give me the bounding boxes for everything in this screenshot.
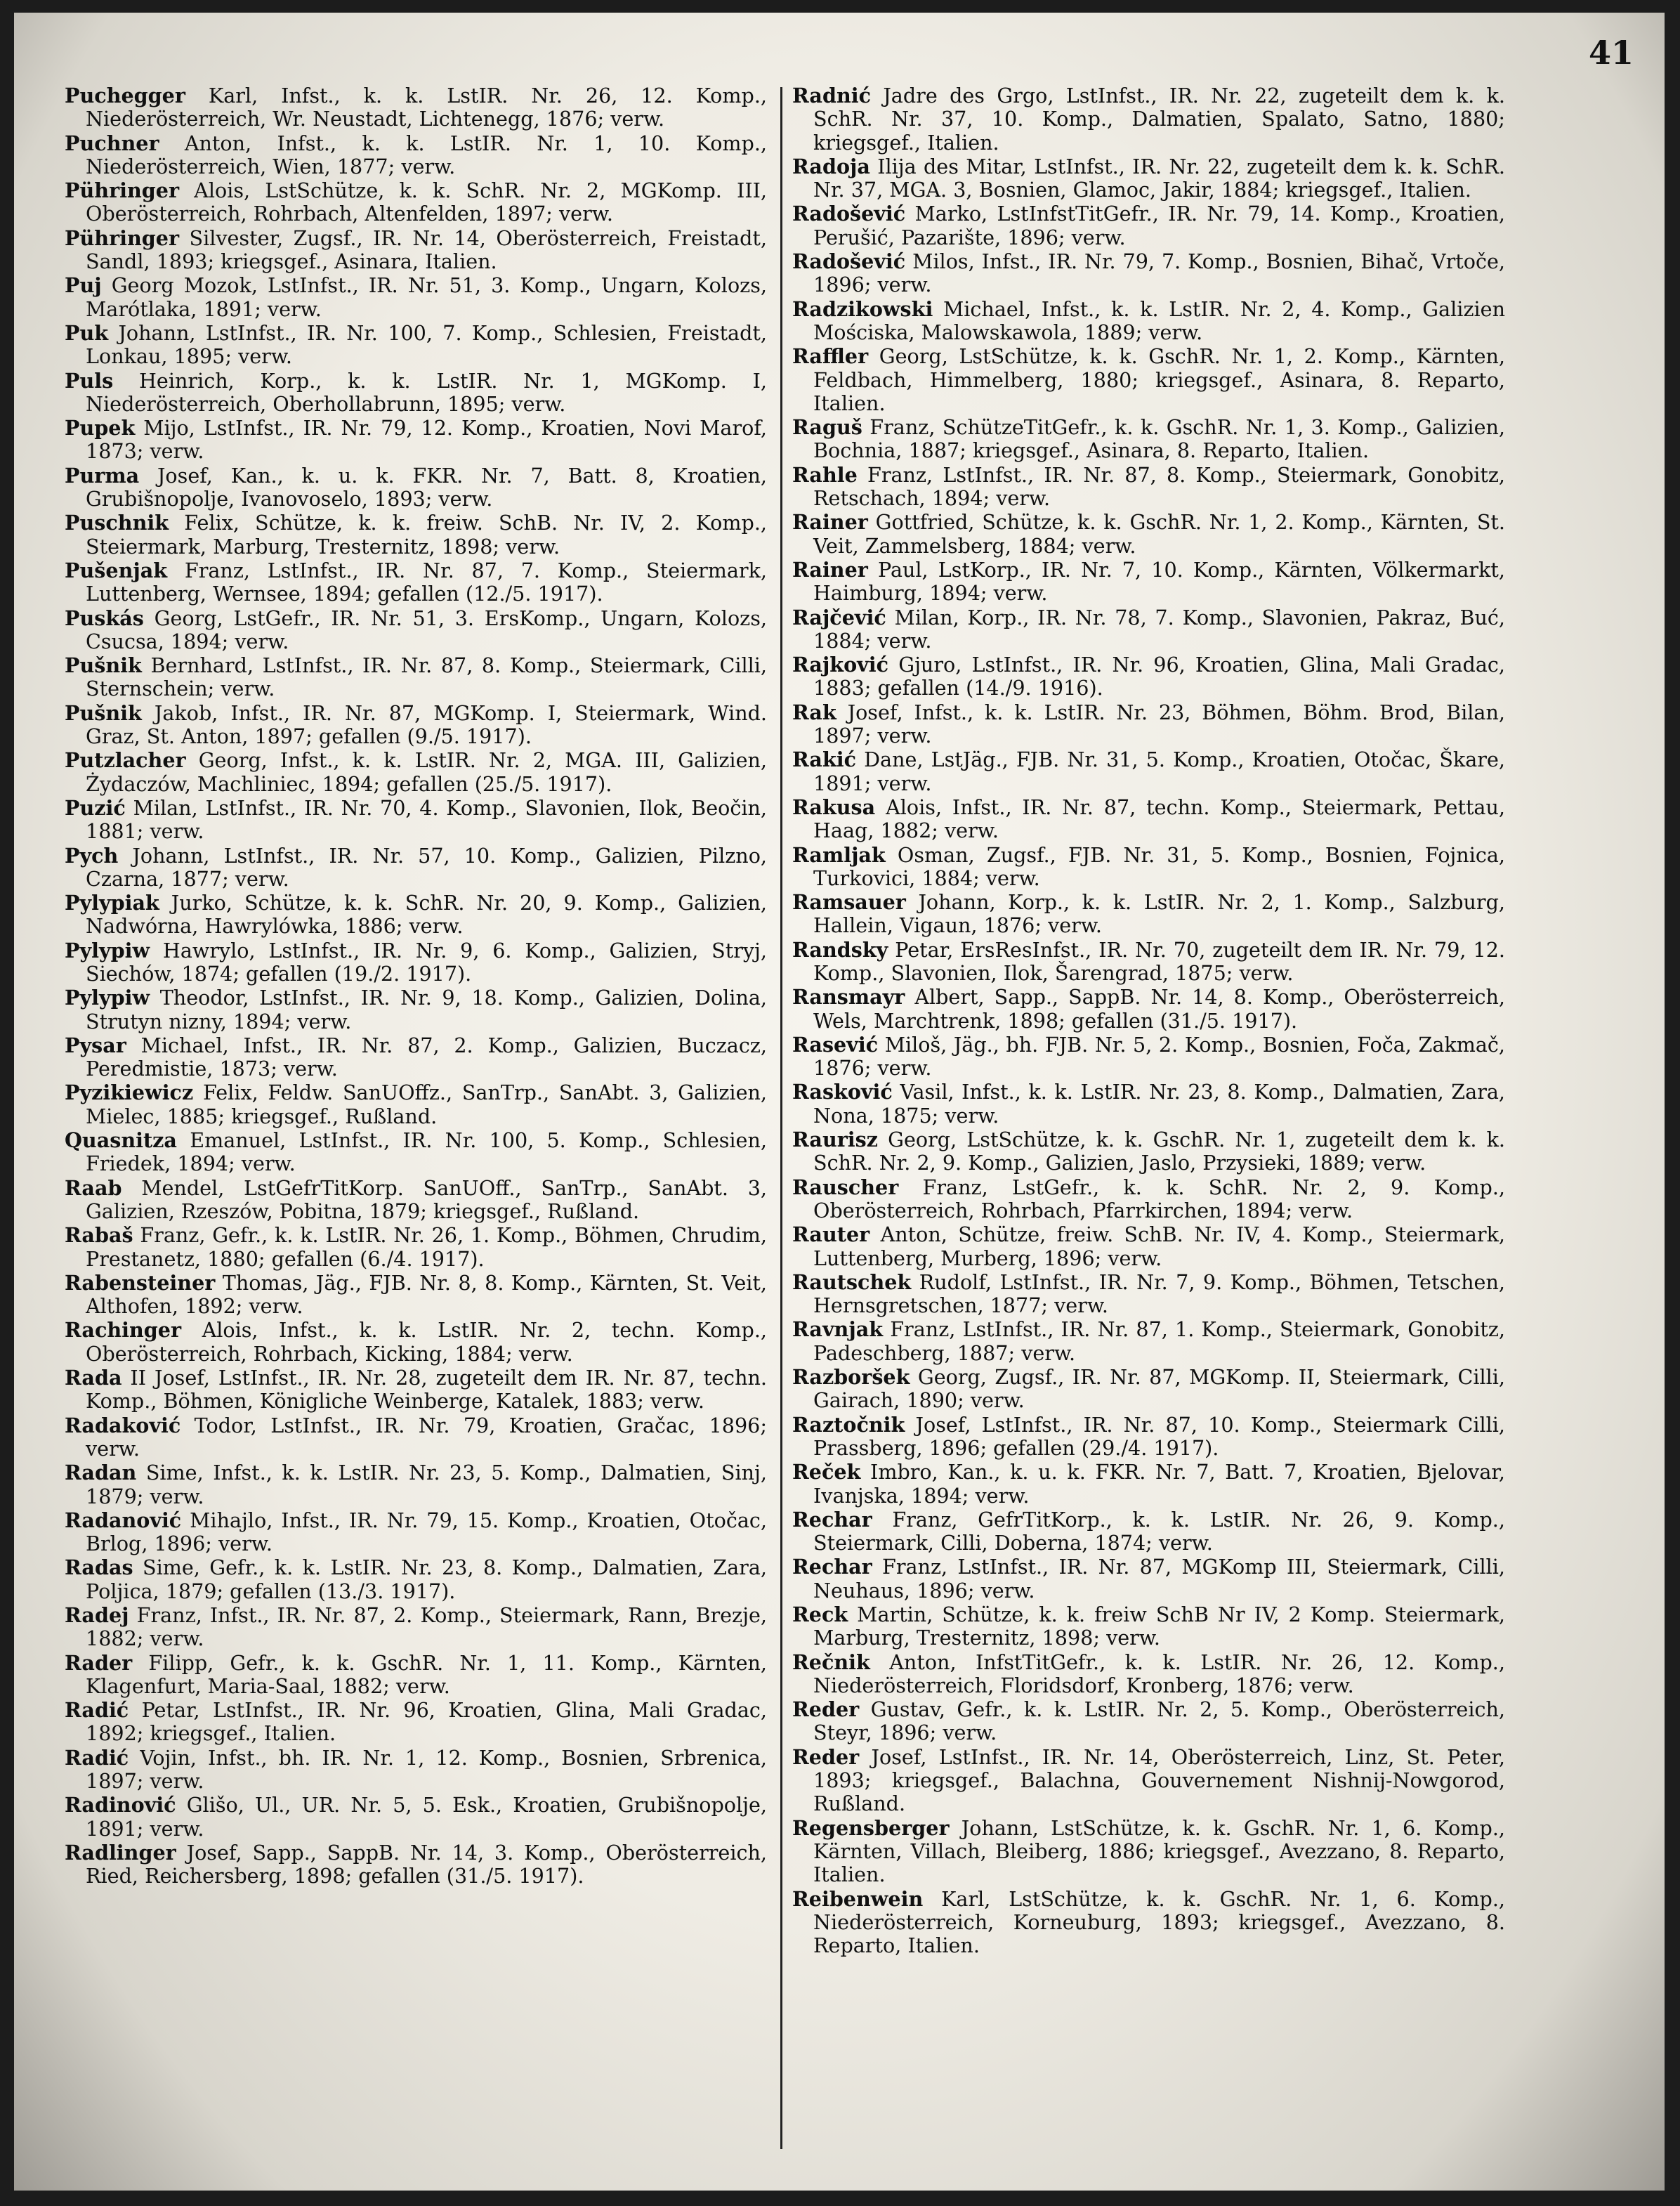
roll-entry [65, 1319, 767, 1366]
entry-surname: Radaković [65, 1413, 181, 1437]
roll-entry [792, 511, 1505, 558]
roll-entry [65, 179, 767, 226]
entry-surname: Rainer [792, 557, 868, 582]
entry-surname: Rachinger [65, 1318, 182, 1343]
roll-entry [792, 1461, 1505, 1508]
entry-details: Alois, Infst., k. k. LstIR. Nr. 2, techn. Komp., Oberösterreich, Rohrbach, Kicking, 1884; verw. [86, 1318, 767, 1366]
entry-surname: Reder [792, 1697, 860, 1722]
roll-entry [792, 1555, 1505, 1603]
roll-entry [792, 1271, 1505, 1318]
roll-entry [65, 1081, 767, 1128]
entry-details: Gottfried, Schütze, k. k. GschR. Nr. 1, 2. Komp., Kärnten, St. Veit, Zammelsberg, 1884; verw. [813, 510, 1505, 558]
entry-details: Johann, Korp., k. k. LstIR. Nr. 2, 1. Komp., Salzburg, Hallein, Vigaun, 1876; verw. [813, 890, 1505, 938]
entry-details: Sime, Infst., k. k. LstIR. Nr. 23, 5. Komp., Dalmatien, Sinj, 1879; verw. [86, 1461, 767, 1508]
entry-surname: Raab [65, 1175, 122, 1200]
roll-entry [792, 559, 1505, 606]
entry-details: Josef, Kan., k. u. k. FKR. Nr. 7, Batt. 8, Kroatien, Grubišnopolje, Ivanovoselo, 1893; verw. [86, 463, 767, 511]
roll-entry [792, 250, 1505, 297]
entry-details: Josef, LstInfst., IR. Nr. 14, Oberösterreich, Linz, St. Peter, 1893; kriegsgef., Balachna, Gouvernement Nishnij-Nowgorod, Rußland. [813, 1744, 1505, 1816]
entry-surname: Raztočnik [792, 1412, 905, 1437]
entry-surname: Purma [65, 463, 140, 488]
entry-details: Franz, LstInfst., IR. Nr. 87, 8. Komp., Steiermark, Gonobitz, Retschach, 1894; verw. [813, 462, 1505, 511]
entry-surname: Raffler [792, 344, 869, 369]
entry-surname: Pych [65, 843, 119, 868]
entry-details: Franz, GefrTitKorp., k. k. LstIR. Nr. 26, 9. Komp., Steiermark, Cilli, Doberna, 1874; verw. [813, 1507, 1505, 1555]
entry-details: Karl, LstSchütze, k. k. GschR. Nr. 1, 6. Komp., Niederösterreich, Korneuburg, 1893; kriegsgef., Avezzano, 8. Reparto, Italien. [813, 1886, 1505, 1958]
entry-surname: Quasnitza [65, 1128, 177, 1153]
roll-entry [65, 417, 767, 464]
roll-entry [65, 939, 767, 986]
left-column [65, 84, 767, 1889]
roll-entry [792, 748, 1505, 795]
roll-entry [792, 155, 1505, 202]
entry-details: Silvester, Zugsf., IR. Nr. 14, Oberösterreich, Freistadt, Sandl, 1893; kriegsgef., Asinara, Italien. [86, 226, 767, 274]
roll-entry [65, 797, 767, 844]
roll-entry [792, 1698, 1505, 1745]
roll-entry [65, 1366, 767, 1414]
entry-details: Milos, Infst., IR. Nr. 79, 7. Komp., Bosnien, Bihač, Vrtoče, 1896; verw. [813, 249, 1505, 297]
entry-surname: Rajković [792, 653, 889, 677]
roll-entry [65, 1224, 767, 1271]
entry-surname: Puskás [65, 606, 144, 630]
entry-surname: Rabensteiner [65, 1270, 216, 1295]
entry-details: Todor, LstInfst., IR. Nr. 79, Kroatien, Gračac, 1896; verw. [86, 1413, 767, 1461]
entry-surname: Radošević [792, 202, 906, 226]
entry-surname: Rasević [792, 1032, 879, 1057]
roll-entry [65, 227, 767, 274]
roll-entry [792, 939, 1505, 986]
entry-surname: Randsky [792, 937, 888, 962]
entry-details: Marko, LstInfstTitGefr., IR. Nr. 79, 14. Komp., Kroatien, Perušić, Pazarište, 1896; verw. [813, 202, 1505, 249]
roll-entry [792, 606, 1505, 653]
entry-surname: Reck [792, 1603, 848, 1626]
entry-details: Johann, LstInfst., IR. Nr. 100, 7. Komp., Schlesien, Freistadt, Lonkau, 1895; verw. [86, 320, 767, 369]
entry-surname: Rahle [792, 462, 858, 487]
entry-surname: Rauter [792, 1222, 870, 1247]
roll-entry [792, 202, 1505, 249]
entry-surname: Radić [65, 1698, 129, 1723]
entry-surname: Putzlacher [65, 748, 186, 773]
entry-details: Michael, Infst., IR. Nr. 87, 2. Komp., Galizien, Buczacz, Peredmistie, 1873; verw. [86, 1033, 767, 1081]
entry-details: Theodor, LstInfst., IR. Nr. 9, 18. Komp., Galizien, Dolina, Strutyn nizny, 1894; verw. [86, 986, 767, 1033]
roll-entry [65, 1461, 767, 1508]
entry-details: Alois, Infst., IR. Nr. 87, techn. Komp., Steiermark, Pettau, Haag, 1882; verw. [813, 795, 1505, 843]
roll-entry [65, 1129, 767, 1176]
roll-entry [792, 84, 1505, 155]
entry-surname: Rader [65, 1650, 133, 1675]
entry-surname: Rauscher [792, 1175, 899, 1199]
entry-details: Josef, Sapp., SappB. Nr. 14, 3. Komp., Oberösterreich, Ried, Reichersberg, 1898; gefallen (31./5. 1917). [86, 1840, 767, 1888]
entry-details: Martin, Schütze, k. k. freiw SchB Nr IV, 2 Komp. Steiermark, Marburg, Tresternitz, 1898; verw. [813, 1603, 1505, 1650]
entry-surname: Reibenwein [792, 1886, 924, 1911]
entry-surname: Pysar [65, 1033, 126, 1057]
entry-details: Emanuel, LstInfst., IR. Nr. 100, 5. Komp., Schlesien, Friedek, 1894; verw. [86, 1128, 767, 1176]
entry-details: Anton, Schütze, freiw. SchB. Nr. IV, 4. Komp., Steiermark, Luttenberg, Murberg, 1896; verw. [813, 1222, 1505, 1270]
entry-details: Filipp, Gefr., k. k. GschR. Nr. 1, 11. Komp., Kärnten, Klagenfurt, Maria-Saal, 1882; verw. [86, 1650, 767, 1698]
roll-entry [792, 653, 1505, 700]
entry-surname: Radan [65, 1461, 137, 1485]
entry-surname: Puschnik [65, 511, 169, 535]
entry-details: Thomas, Jäg., FJB. Nr. 8, 8. Komp., Kärnten, St. Veit, Althofen, 1892; verw. [86, 1270, 767, 1319]
entry-details: Gjuro, LstInfst., IR. Nr. 96, Kroatien, Glina, Mali Gradac, 1883; gefallen (14./9. 1916). [813, 653, 1505, 700]
entry-surname: Rečnik [792, 1650, 870, 1674]
roll-entry [792, 1888, 1505, 1958]
entry-surname: Pühringer [65, 226, 180, 250]
entry-details: Sime, Gefr., k. k. LstIR. Nr. 23, 8. Komp., Dalmatien, Zara, Poljica, 1879; gefallen (13./3. 1917). [86, 1555, 767, 1603]
entry-surname: Radnić [792, 84, 872, 107]
roll-entry [65, 132, 767, 179]
entry-surname: Puzić [65, 795, 126, 820]
entry-surname: Rakić [792, 748, 857, 772]
entry-surname: Puchegger [65, 84, 185, 107]
roll-entry [65, 370, 767, 417]
book-page [14, 13, 1665, 2191]
entry-details: Georg, LstSchütze, k. k. GschR. Nr. 1, 2. Komp., Kärnten, Feldbach, Himmelberg, 1880; kriegsgef., Asinara, 8. Reparto, Italien. [813, 344, 1505, 415]
column-divider [780, 87, 782, 2149]
entry-surname: Rainer [792, 510, 868, 535]
roll-entry [65, 1747, 767, 1794]
entry-surname: Pupek [65, 416, 136, 440]
entry-details: Franz, Infst., IR. Nr. 87, 2. Komp., Steiermark, Rann, Brezje, 1882; verw. [86, 1603, 767, 1651]
entry-surname: Radoja [792, 154, 870, 178]
roll-entry [65, 511, 767, 559]
roll-entry [792, 1817, 1505, 1887]
entry-details: Heinrich, Korp., k. k. LstIR. Nr. 1, MGKomp. I, Niederösterreich, Oberhollabrunn, 1895; verw. [86, 368, 767, 416]
entry-surname: Regensberger [792, 1815, 950, 1840]
entry-surname: Rajčević [792, 605, 886, 629]
entry-details: Franz, LstInfst., IR. Nr. 87, 1. Komp., Steiermark, Gonobitz, Padeschberg, 1887; verw. [813, 1317, 1505, 1365]
entry-surname: Rechar [792, 1555, 872, 1579]
roll-entry [65, 607, 767, 654]
roll-entry [65, 892, 767, 939]
entry-details: Mihajlo, Infst., IR. Nr. 79, 15. Komp., Kroatien, Otočac, Brlog, 1896; verw. [86, 1508, 767, 1556]
entry-details: Osman, Zugsf., FJB. Nr. 31, 5. Komp., Bosnien, Fojnica, Turkovici, 1884; verw. [813, 842, 1505, 890]
entry-details: Josef, LstInfst., IR. Nr. 87, 10. Komp., Steiermark Cilli, Prassberg, 1896; gefallen (29./4. 1917). [813, 1412, 1505, 1460]
entry-details: Franz, Gefr., k. k. LstIR. Nr. 26, 1. Komp., Böhmen, Chrudim, Prestanetz, 1880; gefallen (6./4. 1917). [86, 1223, 767, 1271]
entry-surname: Rabaš [65, 1223, 133, 1248]
roll-entry [65, 749, 767, 796]
entry-details: Ilija des Mitar, LstInfst., IR. Nr. 22, zugeteilt dem k. k. SchR. Nr. 37, MGA. 3, Bosnien, Glamoc, Jakir, 1884; kriegsgef., Italien. [813, 154, 1505, 202]
roll-entry [65, 1699, 767, 1746]
entry-surname: Pylypiw [65, 986, 150, 1010]
entry-details: Franz, SchützeTitGefr., k. k. GschR. Nr. 1, 3. Komp., Galizien, Bochnia, 1887; kriegsgef., Asinara, 8. Reparto, Italien. [813, 415, 1505, 463]
roll-entry [792, 891, 1505, 938]
roll-entry [65, 1034, 767, 1081]
entry-details: Michael, Infst., k. k. LstIR. Nr. 2, 4. Komp., Galizien Mościska, Malowskawola, 1889; verw. [813, 296, 1505, 344]
entry-surname: Ravnjak [792, 1317, 884, 1342]
roll-entry [792, 1081, 1505, 1128]
roll-entry [792, 1651, 1505, 1698]
entry-details: Jurko, Schütze, k. k. SchR. Nr. 20, 9. Komp., Galizien, Nadwórna, Hawrylówka, 1886; verw. [86, 891, 767, 939]
entry-details: Hawrylo, LstInfst., IR. Nr. 9, 6. Komp., Galizien, Stryj, Siechów, 1874; gefallen (19./2. 1917). [86, 938, 767, 986]
entry-details: Dane, LstJäg., FJB. Nr. 31, 5. Komp., Kroatien, Otočac, Škare, 1891; verw. [813, 748, 1505, 795]
entry-surname: Rasković [792, 1080, 893, 1104]
entry-details: Johann, LstSchütze, k. k. GschR. Nr. 1, 6. Komp., Kärnten, Villach, Bleiberg, 1886; kriegsgef., Avezzano, 8. Reparto, Italien. [813, 1815, 1505, 1887]
entry-surname: Rakusa [792, 795, 876, 819]
entry-surname: Raurisz [792, 1128, 878, 1152]
entry-details: Albert, Sapp., SappB. Nr. 14, 8. Komp., Oberösterreich, Wels, Marchtrenk, 1898; gefallen (31./5. 1917). [813, 985, 1505, 1033]
roll-entry [65, 702, 767, 749]
entry-details: Milan, LstInfst., IR. Nr. 70, 4. Komp., Slavonien, Ilok, Beočin, 1881; verw. [86, 795, 767, 844]
entry-details: Miloš, Jäg., bh. FJB. Nr. 5, 2. Komp., Bosnien, Foča, Zakmač, 1876; verw. [813, 1032, 1505, 1081]
entry-details: Karl, Infst., k. k. LstIR. Nr. 26, 12. Komp., Niederösterreich, Wr. Neustadt, Lichtenegg, 1876; verw. [86, 84, 767, 131]
roll-entry [65, 464, 767, 511]
entry-details: Johann, LstInfst., IR. Nr. 57, 10. Komp., Galizien, Pilzno, Czarna, 1877; verw. [86, 843, 767, 891]
entry-surname: Ransmayr [792, 985, 905, 1010]
entry-details: Imbro, Kan., k. u. k. FKR. Nr. 7, Batt. 7, Kroatien, Bjelovar, Ivanjska, 1894; verw. [813, 1460, 1505, 1508]
entry-surname: Pušnik [65, 653, 142, 678]
roll-entry [65, 322, 767, 369]
entry-surname: Radinović [65, 1793, 176, 1817]
entry-details: Jakob, Infst., IR. Nr. 87, MGKomp. I, Steiermark, Wind. Graz, St. Anton, 1897; gefallen (9./5. 1917). [86, 700, 767, 749]
roll-entry [792, 701, 1505, 748]
entry-details: Vasil, Infst., k. k. LstIR. Nr. 23, 8. Komp., Dalmatien, Zara, Nona, 1875; verw. [813, 1080, 1505, 1128]
roll-entry [792, 1318, 1505, 1365]
entry-surname: Puk [65, 320, 109, 345]
roll-entry [65, 986, 767, 1033]
entry-surname: Radej [65, 1603, 129, 1627]
entry-details: Milan, Korp., IR. Nr. 78, 7. Komp., Slavonien, Pakraz, Buć, 1884; verw. [813, 605, 1505, 653]
roll-entry [792, 1033, 1505, 1081]
entry-surname: Pylypiw [65, 938, 150, 962]
entry-details: Petar, LstInfst., IR. Nr. 96, Kroatien, Glina, Mali Gradac, 1892; kriegsgef., Italien. [86, 1698, 767, 1746]
entry-details: Franz, LstGefr., k. k. SchR. Nr. 2, 9. Komp., Oberösterreich, Rohrbach, Pfarrkirchen, 1894; verw. [813, 1175, 1505, 1222]
entry-details: Felix, Feldw. SanUOffz., SanTrp., SanAbt. 3, Galizien, Mielec, 1885; kriegsgef., Rußland. [86, 1081, 767, 1128]
roll-entry [65, 1841, 767, 1888]
roll-entry [792, 986, 1505, 1033]
roll-entry [792, 796, 1505, 843]
entry-surname: Puls [65, 368, 114, 393]
entry-details: Georg, Infst., k. k. LstIR. Nr. 2, MGA. III, Galizien, Żydaczów, Machliniec, 1894; gefallen (25./5. 1917). [86, 748, 767, 796]
roll-entry [65, 1177, 767, 1224]
roll-entry [792, 844, 1505, 891]
roll-entry [792, 1746, 1505, 1816]
roll-entry [792, 345, 1505, 415]
entry-details: Jadre des Grgo, LstInfst., IR. Nr. 22, zugeteilt dem k. k. SchR. Nr. 37, 10. Komp., Dalmatien, Spalato, Satno, 1880; kriegsgef., Italien. [813, 84, 1505, 155]
entry-details: Josef, Infst., k. k. LstIR. Nr. 23, Böhmen, Böhm. Brod, Bilan, 1897; verw. [813, 700, 1505, 748]
entry-details: Paul, LstKorp., IR. Nr. 7, 10. Komp., Kärnten, Völkermarkt, Haimburg, 1894; verw. [813, 557, 1505, 606]
entry-surname: Radzikowski [792, 296, 933, 321]
entry-details: Anton, Infst., k. k. LstIR. Nr. 1, 10. Komp., Niederösterreich, Wien, 1877; verw. [86, 131, 767, 178]
roll-entry [792, 1366, 1505, 1413]
roll-entry [65, 1509, 767, 1556]
roll-entry [792, 1128, 1505, 1175]
entry-details: Rudolf, LstInfst., IR. Nr. 7, 9. Komp., Böhmen, Tetschen, Hernsgretschen, 1877; verw. [813, 1270, 1505, 1318]
entry-surname: Pušnik [65, 700, 142, 725]
entry-details: Georg, LstSchütze, k. k. GschR. Nr. 1, zugeteilt dem k. k. SchR. Nr. 2, 9. Komp., Galizien, Jaslo, Przysieki, 1889; verw. [813, 1128, 1505, 1175]
entry-surname: Ramljak [792, 842, 886, 867]
roll-entry [65, 1414, 767, 1461]
entry-surname: Pylypiak [65, 891, 159, 915]
entry-surname: Radanović [65, 1508, 182, 1532]
entry-surname: Raguš [792, 415, 862, 440]
entry-surname: Rautschek [792, 1270, 912, 1294]
entry-details: Gustav, Gefr., k. k. LstIR. Nr. 2, 5. Komp., Oberösterreich, Steyr, 1896; verw. [813, 1697, 1505, 1745]
entry-surname: Radić [65, 1745, 129, 1770]
roll-entry [792, 1508, 1505, 1555]
entry-surname: Radošević [792, 249, 906, 274]
roll-entry [65, 1794, 767, 1841]
page-number: 41 [1588, 34, 1634, 72]
entry-surname: Pühringer [65, 178, 180, 203]
entry-surname: Radlinger [65, 1840, 176, 1865]
roll-entry [65, 274, 767, 321]
roll-entry [65, 84, 767, 131]
entry-surname: Puchner [65, 131, 159, 155]
entry-details: Georg Mozok, LstInfst., IR. Nr. 51, 3. Komp., Ungarn, Kolozs, Marótlaka, 1891; verw. [86, 273, 767, 321]
entry-surname: Radas [65, 1555, 133, 1580]
roll-entry [792, 1223, 1505, 1270]
roll-entry [65, 1556, 767, 1603]
entry-details: Georg, Zugsf., IR. Nr. 87, MGKomp. II, Steiermark, Cilli, Gairach, 1890; verw. [813, 1365, 1505, 1413]
roll-entry [65, 1604, 767, 1651]
entry-surname: Razboršek [792, 1365, 910, 1390]
entry-surname: Rechar [792, 1507, 872, 1532]
roll-entry [792, 298, 1505, 345]
roll-entry [65, 654, 767, 701]
entry-surname: Rak [792, 700, 836, 724]
entry-details: Franz, LstInfst., IR. Nr. 87, 7. Komp., Steiermark, Luttenberg, Wernsee, 1894; gefallen (12./5. 1917). [86, 558, 767, 606]
entry-details: Bernhard, LstInfst., IR. Nr. 87, 8. Komp., Steiermark, Cilli, Sternschein; verw. [86, 653, 767, 701]
right-column [792, 84, 1505, 1958]
roll-entry [65, 559, 767, 606]
entry-details: Mijo, LstInfst., IR. Nr. 79, 12. Komp., Kroatien, Novi Marof, 1873; verw. [86, 416, 767, 464]
roll-entry [65, 1652, 767, 1699]
entry-details: Georg, LstGefr., IR. Nr. 51, 3. ErsKomp., Ungarn, Kolozs, Csucsa, 1894; verw. [86, 606, 767, 653]
entry-details: Franz, LstInfst., IR. Nr. 87, MGKomp III, Steiermark, Cilli, Neuhaus, 1896; verw. [813, 1555, 1505, 1603]
entry-surname: Ramsauer [792, 890, 906, 915]
entry-surname: Puj [65, 273, 102, 298]
entry-details: Mendel, LstGefrTitKorp. SanUOff., SanTrp., SanAbt. 3, Galizien, Rzeszów, Pobitna, 1879; kriegsgef., Rußland. [86, 1175, 767, 1223]
roll-entry [792, 1176, 1505, 1223]
roll-entry [792, 1603, 1505, 1650]
roll-entry [792, 1414, 1505, 1461]
entry-details: Petar, ErsResInfst., IR. Nr. 70, zugeteilt dem IR. Nr. 79, 12. Komp., Slavonien, Ilok, Šarengrad, 1875; verw. [813, 937, 1505, 985]
entry-details: Alois, LstSchütze, k. k. SchR. Nr. 2, MGKomp. III, Oberösterreich, Rohrbach, Altenfelden, 1897; verw. [86, 178, 767, 226]
entry-details: Glišo, Ul., UR. Nr. 5, 5. Esk., Kroatien, Grubišnopolje, 1891; verw. [86, 1793, 767, 1841]
entry-surname: Pušenjak [65, 558, 168, 582]
roll-entry [792, 464, 1505, 511]
roll-entry [65, 844, 767, 892]
roll-entry [792, 416, 1505, 463]
roll-entry [65, 1272, 767, 1319]
entry-details: Anton, InfstTitGefr., k. k. LstIR. Nr. 26, 12. Komp., Niederösterreich, Floridsdorf, Kronberg, 1876; verw. [813, 1650, 1505, 1697]
entry-details: Felix, Schütze, k. k. freiw. SchB. Nr. IV, 2. Komp., Steiermark, Marburg, Tresternitz, 1898; verw. [86, 511, 767, 559]
entry-surname: Reček [792, 1460, 861, 1484]
entry-surname: Pyzikiewicz [65, 1081, 194, 1105]
entry-details: Vojin, Infst., bh. IR. Nr. 1, 12. Komp., Bosnien, Srbrenica, 1897; verw. [86, 1745, 767, 1794]
entry-surname: Rada [65, 1366, 122, 1390]
entry-surname: Reder [792, 1744, 860, 1769]
entry-details: II Josef, LstInfst., IR. Nr. 28, zugeteilt dem IR. Nr. 87, techn. Komp., Böhmen, Königliche Weinberge, Katalek, 1883; verw. [86, 1366, 767, 1414]
